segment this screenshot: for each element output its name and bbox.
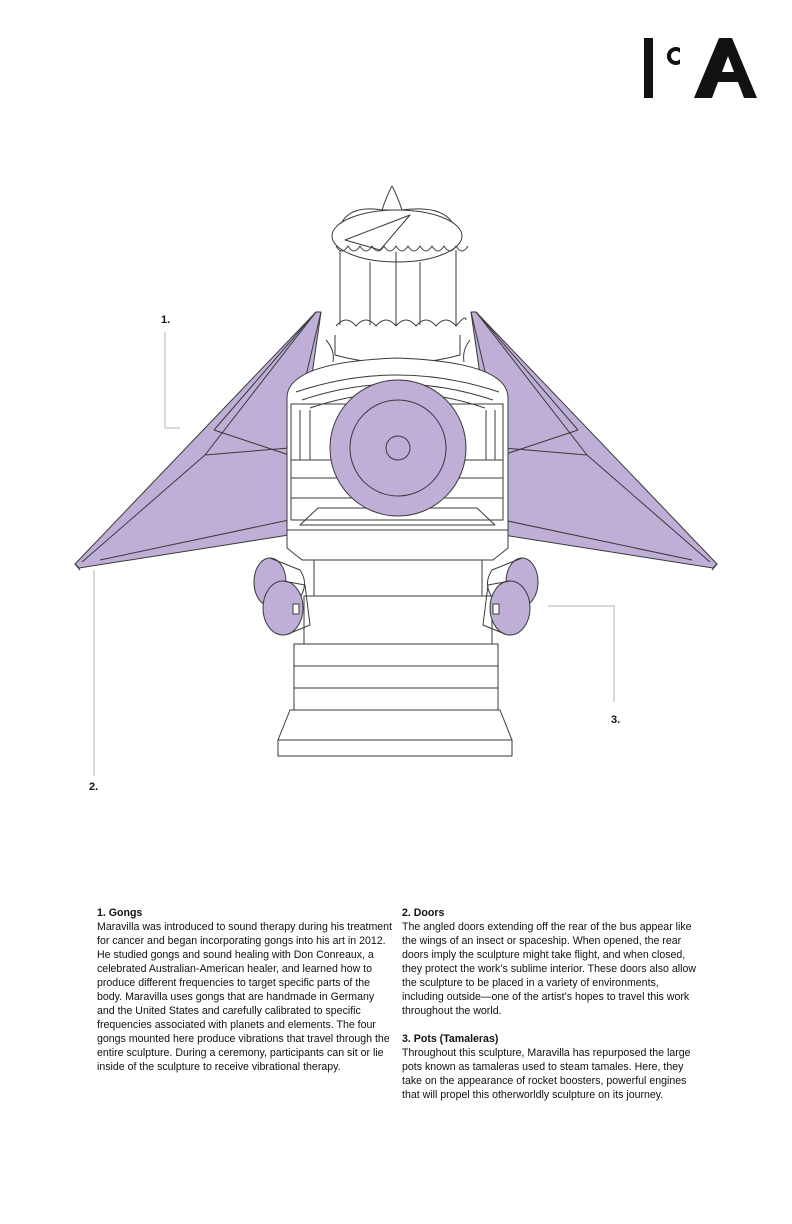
central-gong — [330, 380, 466, 516]
ica-logo — [640, 34, 760, 100]
leader-line-3 — [548, 606, 614, 702]
dome-canopy — [326, 186, 470, 364]
callout-label-2: 2. — [89, 781, 99, 793]
left-door-wing — [75, 312, 321, 570]
doors-body: The angled doors extending off the rear of the bus appear like the wings of an insect or spaceship. When opened, the rear doors imply the sculpture might take flight, and when closed, they protect the work’s sublime interior. These doors also allow the sculpture to be placed in a variety of environments, including outside—one of the artist’s hopes to travel this work throughout the world. — [402, 921, 697, 1017]
pots-title: 3. Pots (Tamaleras) — [402, 1033, 499, 1045]
callout-label-1: 1. — [161, 314, 171, 326]
pots-body: Throughout this sculpture, Maravilla has repurposed the large pots known as tamaleras used to steam tamales. Here, they take on the appearance of rocket boosters, powerful engines that will propel this otherworldly sculpture on its journey. — [402, 1047, 691, 1101]
steps — [278, 530, 512, 756]
text-column-right — [402, 906, 698, 1116]
leader-line-1 — [165, 332, 180, 428]
gongs-title: 1. Gongs — [97, 907, 143, 919]
callout-label-3: 3. — [611, 714, 621, 726]
text-column-left — [97, 906, 393, 1088]
gongs-body: Maravilla was introduced to sound therapy during his treatment for cancer and began incorporating gongs into his art in 2012. He studied gongs and sound healing with Don Conreaux, a celebrated Australian-American healer, and learned how to produce different frequencies to target specific parts of the body. Maravilla uses gongs that are handmade in Germany and the United States and carefully calibrated to specific frequencies associated with planets and elements. The four gongs mounted here produce vibrations that travel through the entire sculpture. During a ceremony, participants can sit or lie inside of the sculpture to receive vibrational therapy. — [97, 921, 393, 1073]
doors-title: 2. Doors — [402, 907, 445, 919]
sculpture-illustration — [0, 150, 792, 810]
left-pots — [254, 558, 310, 635]
